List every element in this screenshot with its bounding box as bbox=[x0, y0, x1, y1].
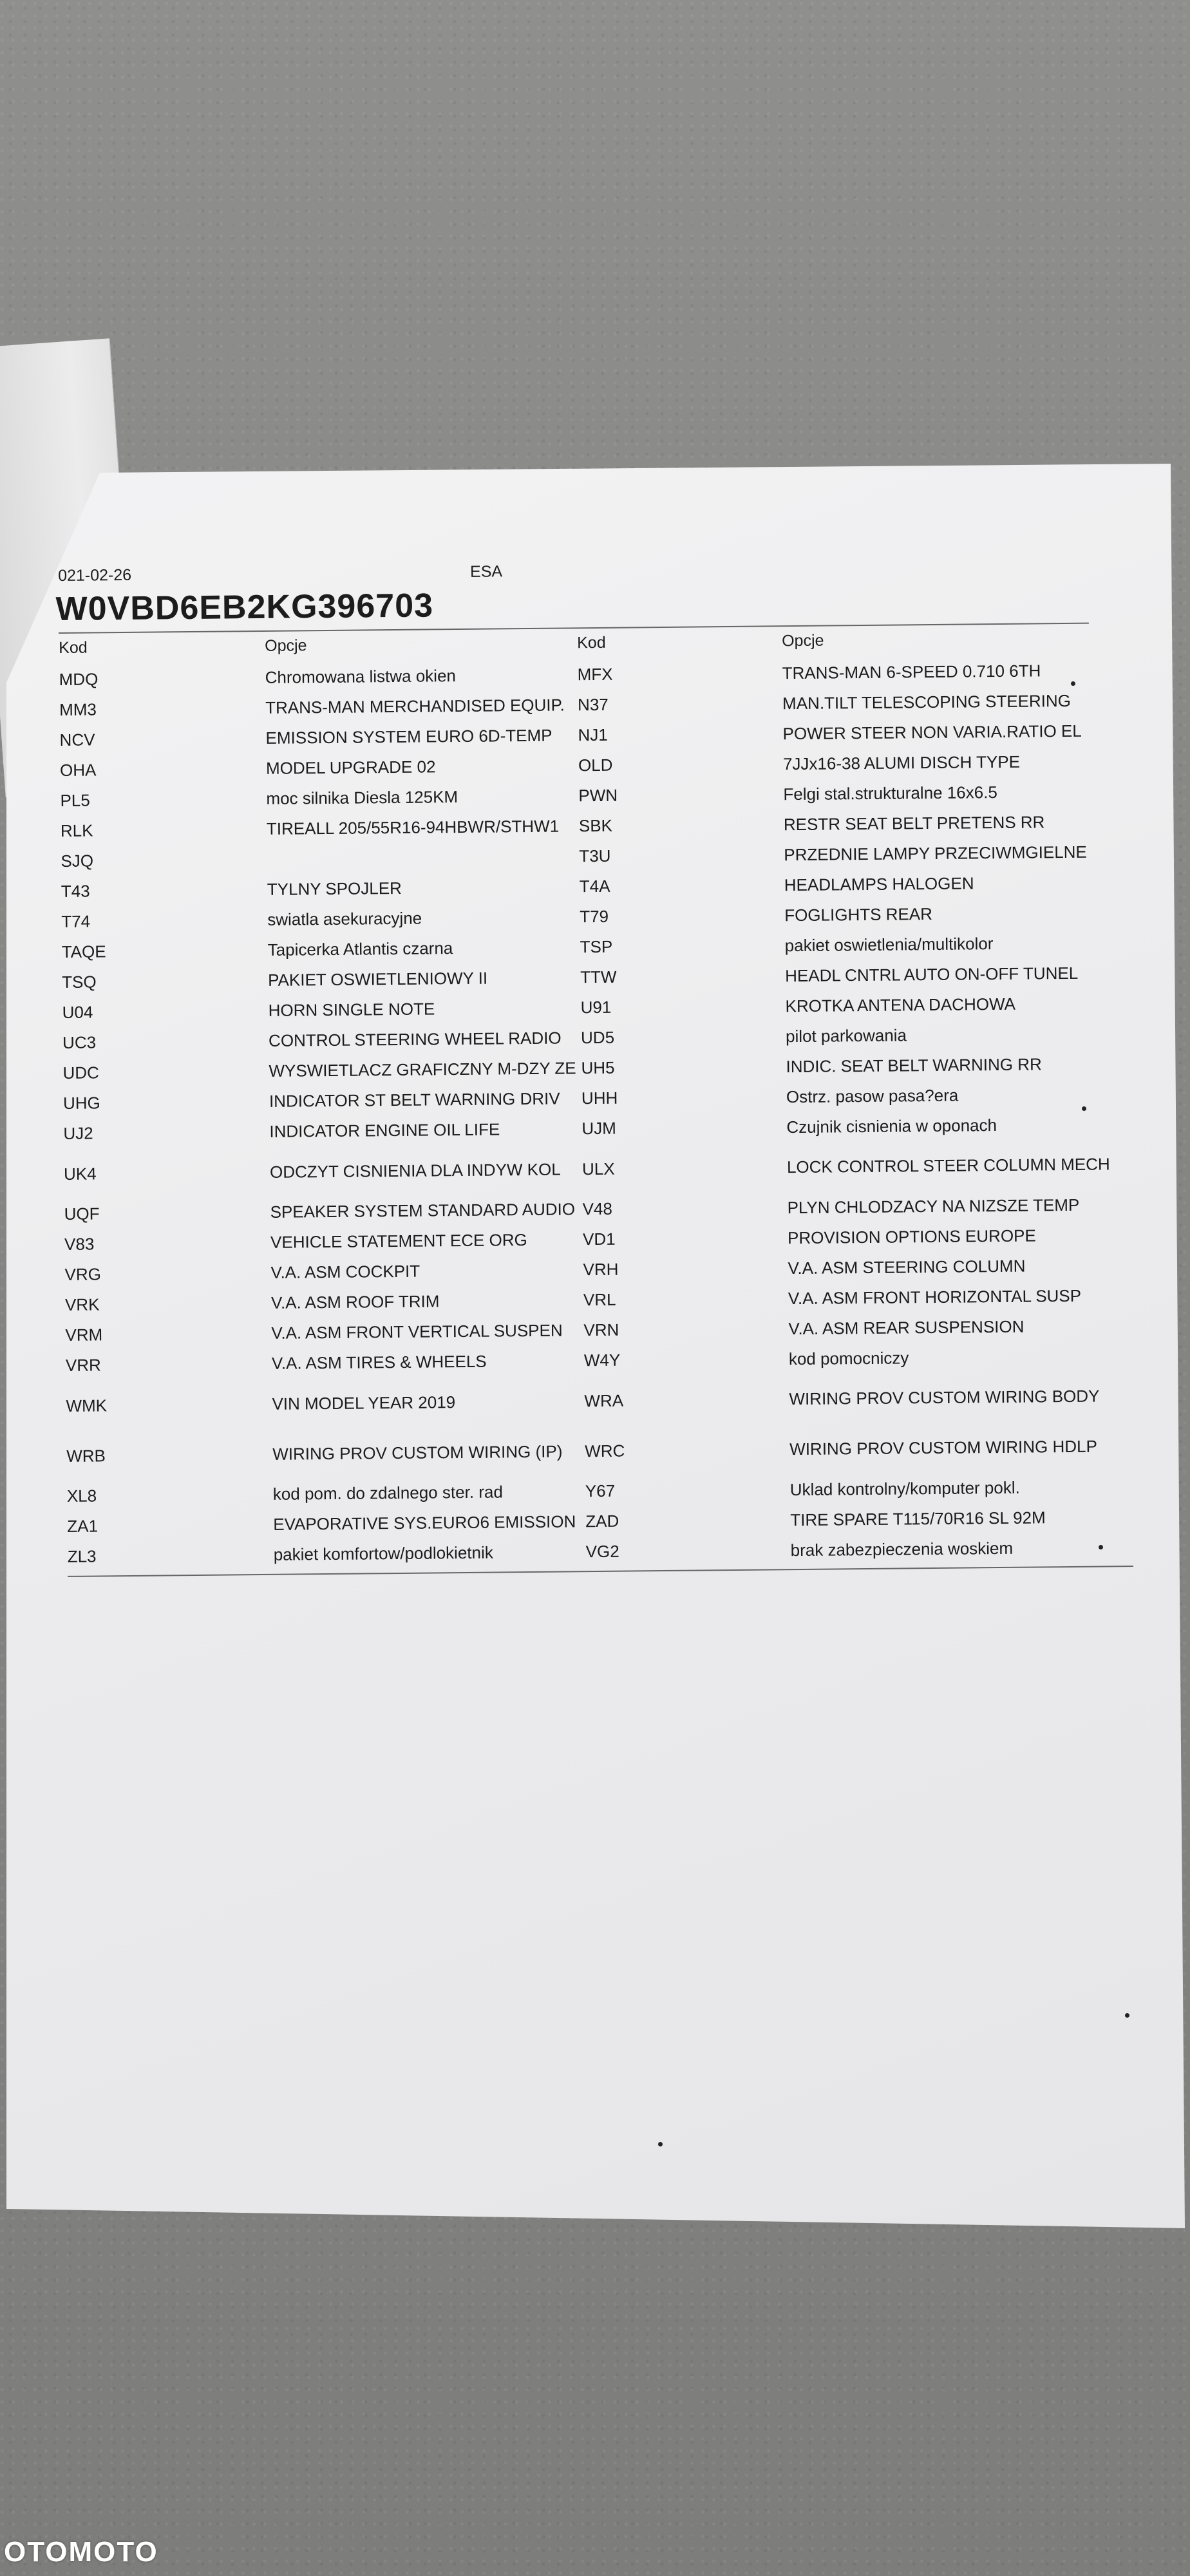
option-code-left: XL8 bbox=[66, 1486, 97, 1506]
option-code-right: WRA bbox=[584, 1390, 624, 1410]
option-desc-left: swiatla asekuracyjne bbox=[267, 908, 422, 929]
option-code-left: PL5 bbox=[60, 790, 90, 810]
option-desc-left: CONTROL STEERING WHEEL RADIO bbox=[268, 1028, 562, 1050]
option-desc-right: PRZEDNIE LAMPY PRZECIWMGIELNE bbox=[784, 842, 1087, 864]
column-header-opcje-right: Opcje bbox=[782, 631, 824, 650]
option-code-right: T3U bbox=[579, 846, 611, 866]
option-desc-right: INDIC. SEAT BELT WARNING RR bbox=[786, 1054, 1042, 1076]
option-code-left: U04 bbox=[62, 1002, 93, 1022]
ink-speck bbox=[1125, 2013, 1129, 2018]
option-code-right: U91 bbox=[580, 997, 612, 1018]
option-code-left: UHG bbox=[62, 1093, 100, 1113]
column-header-opcje-left: Opcje bbox=[265, 636, 307, 655]
option-desc-left: EMISSION SYSTEM EURO 6D-TEMP bbox=[265, 725, 552, 748]
option-code-left: OHA bbox=[59, 760, 97, 780]
option-code-left: MM3 bbox=[59, 699, 97, 719]
option-desc-left: PAKIET OSWIETLENIOWY II bbox=[268, 968, 488, 990]
option-desc-right: TIRE SPARE T115/70R16 SL 92M bbox=[790, 1507, 1046, 1530]
option-desc-left: kod pom. do zdalnego ster. rad bbox=[272, 1482, 503, 1504]
option-code-left: V83 bbox=[64, 1234, 95, 1254]
option-desc-right: HEADL CNTRL AUTO ON-OFF TUNEL bbox=[785, 963, 1079, 985]
option-desc-left: VEHICLE STATEMENT ECE ORG bbox=[270, 1230, 527, 1252]
option-desc-left: TIREALL 205/55R16-94HBWR/STHW1 bbox=[266, 816, 560, 838]
option-desc-right: PLYN CHLODZACY NA NIZSZE TEMP bbox=[787, 1195, 1080, 1217]
ink-speck bbox=[658, 2142, 663, 2146]
option-desc-left: V.A. ASM COCKPIT bbox=[270, 1261, 420, 1282]
option-desc-right: V.A. ASM FRONT HORIZONTAL SUSP bbox=[788, 1285, 1082, 1308]
option-desc-right: FOGLIGHTS REAR bbox=[784, 904, 933, 925]
option-code-right: MFX bbox=[577, 664, 613, 685]
option-desc-right: V.A. ASM REAR SUSPENSION bbox=[788, 1316, 1025, 1338]
option-desc-left: WYSWIETLACZ GRAFICZNY M-DZY ZE bbox=[269, 1058, 576, 1081]
option-desc-right: pilot parkowania bbox=[785, 1025, 907, 1046]
option-desc-left: INDICATOR ST BELT WARNING DRIV bbox=[269, 1088, 560, 1111]
option-desc-right: HEADLAMPS HALOGEN bbox=[784, 873, 974, 895]
option-desc-left: EVAPORATIVE SYS.EURO6 EMISSION bbox=[273, 1511, 576, 1534]
option-desc-left: Chromowana listwa okien bbox=[265, 666, 457, 687]
option-code-right: VRN bbox=[583, 1320, 619, 1340]
option-code-right: V48 bbox=[582, 1198, 613, 1219]
option-desc-left: VIN MODEL YEAR 2019 bbox=[272, 1392, 456, 1414]
option-code-left: VRG bbox=[64, 1264, 102, 1284]
option-code-right: ULX bbox=[581, 1159, 615, 1179]
option-code-right: VD1 bbox=[582, 1229, 616, 1249]
option-code-left: UQF bbox=[64, 1204, 100, 1224]
option-code-left: VRM bbox=[65, 1325, 103, 1345]
option-code-right: TSP bbox=[580, 936, 613, 957]
option-code-right: W4Y bbox=[583, 1350, 621, 1370]
option-code-left: WRB bbox=[66, 1445, 106, 1466]
option-desc-right: LOCK CONTROL STEER COLUMN MECH bbox=[786, 1154, 1110, 1177]
option-desc-left: HORN SINGLE NOTE bbox=[268, 999, 435, 1020]
option-code-left: UDC bbox=[62, 1063, 100, 1083]
option-desc-right: brak zabezpieczenia woskiem bbox=[790, 1538, 1014, 1560]
option-desc-left: INDICATOR ENGINE OIL LIFE bbox=[269, 1119, 500, 1141]
options-table bbox=[59, 654, 1136, 1572]
option-desc-left: V.A. ASM TIRES & WHEELS bbox=[271, 1351, 487, 1373]
option-code-left: T43 bbox=[61, 881, 90, 901]
option-code-left: WMK bbox=[66, 1395, 108, 1416]
option-code-left: VRR bbox=[65, 1355, 101, 1375]
option-code-right: UJM bbox=[581, 1118, 616, 1139]
option-code-left: SJQ bbox=[61, 851, 94, 871]
option-desc-left: WIRING PROV CUSTOM WIRING (IP) bbox=[272, 1441, 563, 1464]
option-desc-right: Uklad kontrolny/komputer pokl. bbox=[789, 1477, 1020, 1499]
option-desc-right: V.A. ASM STEERING COLUMN bbox=[788, 1256, 1026, 1278]
option-desc-right: Felgi stal.strukturalne 16x6.5 bbox=[783, 782, 997, 804]
option-desc-right: pakiet oswietlenia/multikolor bbox=[784, 933, 994, 955]
option-desc-right: TRANS-MAN 6-SPEED 0.710 6TH bbox=[782, 660, 1041, 683]
option-code-left: UC3 bbox=[62, 1032, 97, 1052]
option-code-right: NJ1 bbox=[578, 724, 608, 745]
option-desc-left: moc silnika Diesla 125KM bbox=[266, 787, 458, 808]
option-code-right: T4A bbox=[579, 876, 610, 896]
options-table-body bbox=[59, 654, 1136, 1572]
option-code-right: T79 bbox=[580, 906, 609, 927]
option-desc-left: pakiet komfortow/podlokietnik bbox=[273, 1542, 493, 1564]
option-code-left: T74 bbox=[61, 911, 91, 931]
option-desc-left: V.A. ASM ROOF TRIM bbox=[270, 1291, 440, 1312]
option-code-right: SBK bbox=[578, 815, 613, 836]
option-desc-left: SPEAKER SYSTEM STANDARD AUDIO bbox=[270, 1199, 576, 1222]
document-date: 021-02-26 bbox=[58, 565, 132, 585]
option-desc-right: POWER STEER NON VARIA.RATIO EL bbox=[782, 721, 1082, 743]
column-header-kod-left: Kod bbox=[59, 638, 88, 657]
option-code-right: UD5 bbox=[580, 1027, 615, 1048]
option-code-right: Y67 bbox=[585, 1481, 616, 1501]
option-desc-left: TYLNY SPOJLER bbox=[267, 878, 402, 899]
option-code-left: ZL3 bbox=[67, 1546, 97, 1566]
otomoto-watermark: OTOMOTO bbox=[4, 2536, 158, 2568]
option-code-left: NCV bbox=[59, 730, 95, 750]
option-desc-left: V.A. ASM FRONT VERTICAL SUSPEN bbox=[271, 1320, 563, 1343]
ink-speck bbox=[1099, 1545, 1103, 1549]
option-desc-left: Tapicerka Atlantis czarna bbox=[267, 938, 453, 960]
option-code-right: TTW bbox=[580, 967, 617, 987]
option-desc-right: 7JJx16-38 ALUMI DISCH TYPE bbox=[782, 752, 1021, 773]
option-desc-left: ODCZYT CISNIENIA DLA INDYW KOL bbox=[269, 1159, 561, 1182]
option-code-right: OLD bbox=[578, 755, 613, 775]
option-code-left: TAQE bbox=[61, 942, 106, 961]
option-desc-left bbox=[267, 841, 579, 875]
option-code-right: UHH bbox=[581, 1088, 618, 1108]
option-code-right: ZAD bbox=[585, 1511, 619, 1531]
option-desc-left: MODEL UPGRADE 02 bbox=[265, 757, 436, 778]
document-esa-label: ESA bbox=[469, 562, 503, 581]
option-code-right: UH5 bbox=[581, 1057, 615, 1078]
option-code-right: VG2 bbox=[585, 1541, 619, 1562]
option-desc-right: MAN.TILT TELESCOPING STEERING bbox=[782, 690, 1072, 713]
ink-speck bbox=[1071, 681, 1075, 686]
option-desc-right: RESTR SEAT BELT PRETENS RR bbox=[783, 811, 1045, 834]
option-desc-left: TRANS-MAN MERCHANDISED EQUIP. bbox=[265, 695, 565, 717]
option-code-left: VRK bbox=[64, 1294, 100, 1314]
vin-number: W0VBD6EB2KG396703 bbox=[55, 587, 434, 629]
option-code-right: N37 bbox=[577, 694, 609, 715]
option-code-left: MDQ bbox=[59, 669, 99, 689]
option-code-right: PWN bbox=[578, 785, 618, 806]
option-desc-right: WIRING PROV CUSTOM WIRING HDLP bbox=[789, 1436, 1097, 1459]
option-desc-right: Ostrz. pasow pasa?era bbox=[786, 1085, 959, 1106]
option-code-left: UK4 bbox=[63, 1163, 97, 1184]
option-code-left: TSQ bbox=[62, 972, 97, 992]
option-code-left: UJ2 bbox=[63, 1123, 93, 1143]
option-desc-right: PROVISION OPTIONS EUROPE bbox=[787, 1225, 1036, 1247]
option-code-left: ZA1 bbox=[67, 1516, 99, 1536]
option-desc-right: Czujnik cisnienia w oponach bbox=[786, 1115, 997, 1137]
ink-speck bbox=[1082, 1106, 1086, 1111]
option-code-right: WRC bbox=[585, 1441, 625, 1461]
option-code-right: VRH bbox=[583, 1259, 619, 1280]
option-code-right: VRL bbox=[583, 1289, 616, 1310]
option-desc-right: WIRING PROV CUSTOM WIRING BODY bbox=[789, 1386, 1100, 1409]
option-desc-right: kod pomocniczy bbox=[788, 1347, 909, 1368]
column-header-kod-right: Kod bbox=[577, 633, 606, 652]
option-desc-right: KROTKA ANTENA DACHOWA bbox=[785, 994, 1016, 1016]
option-code-left: RLK bbox=[60, 820, 93, 840]
